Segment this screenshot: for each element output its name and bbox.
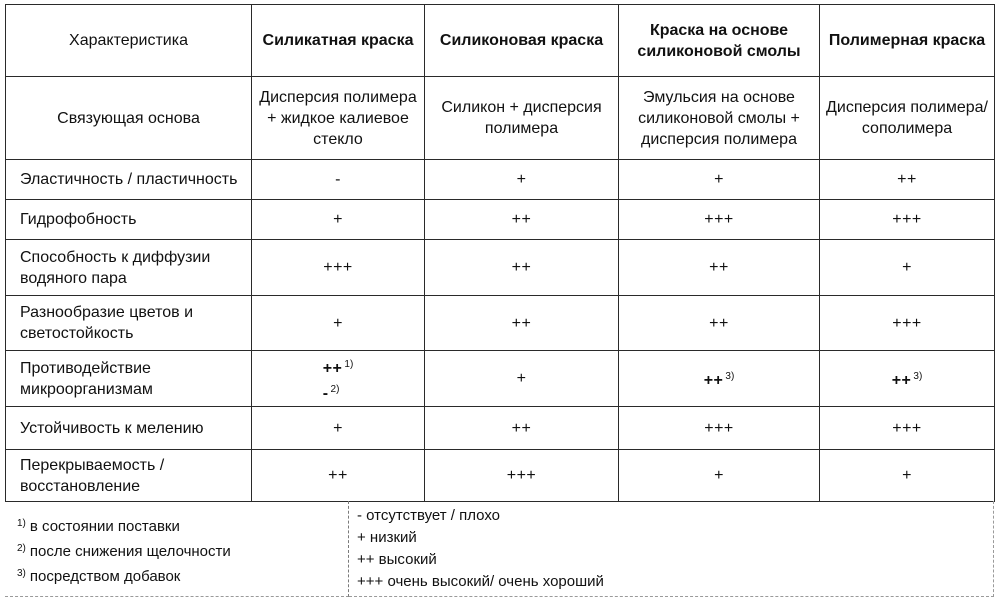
value-a: ++ (322, 359, 343, 377)
footnote-mark: 3) (725, 371, 735, 382)
table-row (6, 160, 995, 200)
cell-silicone-resin: +++ (619, 200, 820, 240)
cell-silicate (252, 351, 425, 407)
legend-item: - отсутствует / плохо (357, 507, 501, 524)
footnote-text: посредством добавок (29, 568, 181, 585)
cell-polymer: +++ (820, 407, 995, 450)
row-label: Способность к диффузии водяного пара (6, 240, 252, 296)
cell-polymer: + (820, 240, 995, 296)
cell-silicone-resin: ++ (619, 240, 820, 296)
row-label: Гидрофобность (6, 200, 252, 240)
cell-silicate: Дисперсия полимера + жидкое калиевое стекло (252, 77, 425, 160)
cell-silicate: + (252, 296, 425, 351)
value-b: - (322, 384, 329, 402)
cell-silicone: + (425, 160, 619, 200)
comparison-table (5, 4, 995, 502)
footnote-item (17, 563, 231, 588)
cell-silicate: ++ (252, 450, 425, 502)
header-silicone: Силиконовая краска (425, 5, 619, 77)
cell-silicone-resin: ++ (619, 296, 820, 351)
row-label: Разнообразие цветов и светостойкость (6, 296, 252, 351)
footnote-item (17, 513, 231, 538)
table-row (6, 77, 995, 160)
cell-silicone-resin (619, 351, 820, 407)
silicate-stack (323, 354, 354, 404)
table-row (6, 351, 995, 407)
cell-polymer: ++ (820, 160, 995, 200)
cell-silicone: ++ (425, 407, 619, 450)
table-row (6, 407, 995, 450)
table-row (6, 200, 995, 240)
value: ++ (891, 372, 912, 389)
footnote-mark: 2) (17, 543, 26, 554)
legend-item: + низкий (357, 529, 417, 546)
cell-silicone: + (425, 351, 619, 407)
footnote-text: после снижения щелочности (29, 543, 231, 560)
footnote-mark: 3) (913, 371, 923, 382)
legend-item: ++ высокий (357, 551, 437, 568)
header-polymer: Полимерная краска (820, 5, 995, 77)
cell-silicate: + (252, 200, 425, 240)
footnote-mark: 3) (17, 568, 26, 579)
row-label: Перекрываемость / восстановление (6, 450, 252, 502)
header-characteristic: Характеристика (6, 5, 252, 77)
cell-silicone: Силикон + дисперсия полимера (425, 77, 619, 160)
header-silicate: Силикатная краска (252, 5, 425, 77)
footnote-mark: 1) (17, 518, 26, 529)
footnote-mark: 1) (344, 358, 354, 370)
cell-silicone-resin: Эмульсия на основе силиконовой смолы + дисперсия полимера (619, 77, 820, 160)
cell-silicone: +++ (425, 450, 619, 502)
legend-item: +++ очень высокий/ очень хороший (357, 573, 604, 590)
cell-polymer: + (820, 450, 995, 502)
value: ++ (703, 372, 724, 389)
cell-silicone-resin: +++ (619, 407, 820, 450)
cell-polymer: +++ (820, 296, 995, 351)
legend-list (357, 505, 604, 593)
cell-silicate: + (252, 407, 425, 450)
cell-silicone: ++ (425, 240, 619, 296)
table-row (6, 240, 995, 296)
row-label: Связующая основа (6, 77, 252, 160)
header-row (6, 5, 995, 77)
table-footer (5, 501, 994, 596)
cell-silicate: - (252, 160, 425, 200)
footnote-mark: 2) (330, 383, 340, 395)
footnote-text: в состоянии поставки (29, 518, 180, 535)
footnote-item (17, 538, 231, 563)
row-label: Противодействие микроорганизмам (6, 351, 252, 407)
cell-silicone-resin: + (619, 450, 820, 502)
cell-polymer (820, 351, 995, 407)
cell-silicone: ++ (425, 200, 619, 240)
footnotes-panel (5, 501, 349, 597)
legend-panel (349, 501, 994, 597)
footnotes-list (17, 513, 231, 588)
header-silicone-resin: Краска на основе силиконовой смолы (619, 5, 820, 77)
table-row (6, 450, 995, 502)
row-label: Эластичность / пластичность (6, 160, 252, 200)
table-row (6, 296, 995, 351)
cell-silicone-resin: + (619, 160, 820, 200)
row-label: Устойчивость к мелению (6, 407, 252, 450)
cell-polymer: +++ (820, 200, 995, 240)
cell-silicone: ++ (425, 296, 619, 351)
cell-silicate: +++ (252, 240, 425, 296)
cell-polymer: Дисперсия полимера/ сополимера (820, 77, 995, 160)
